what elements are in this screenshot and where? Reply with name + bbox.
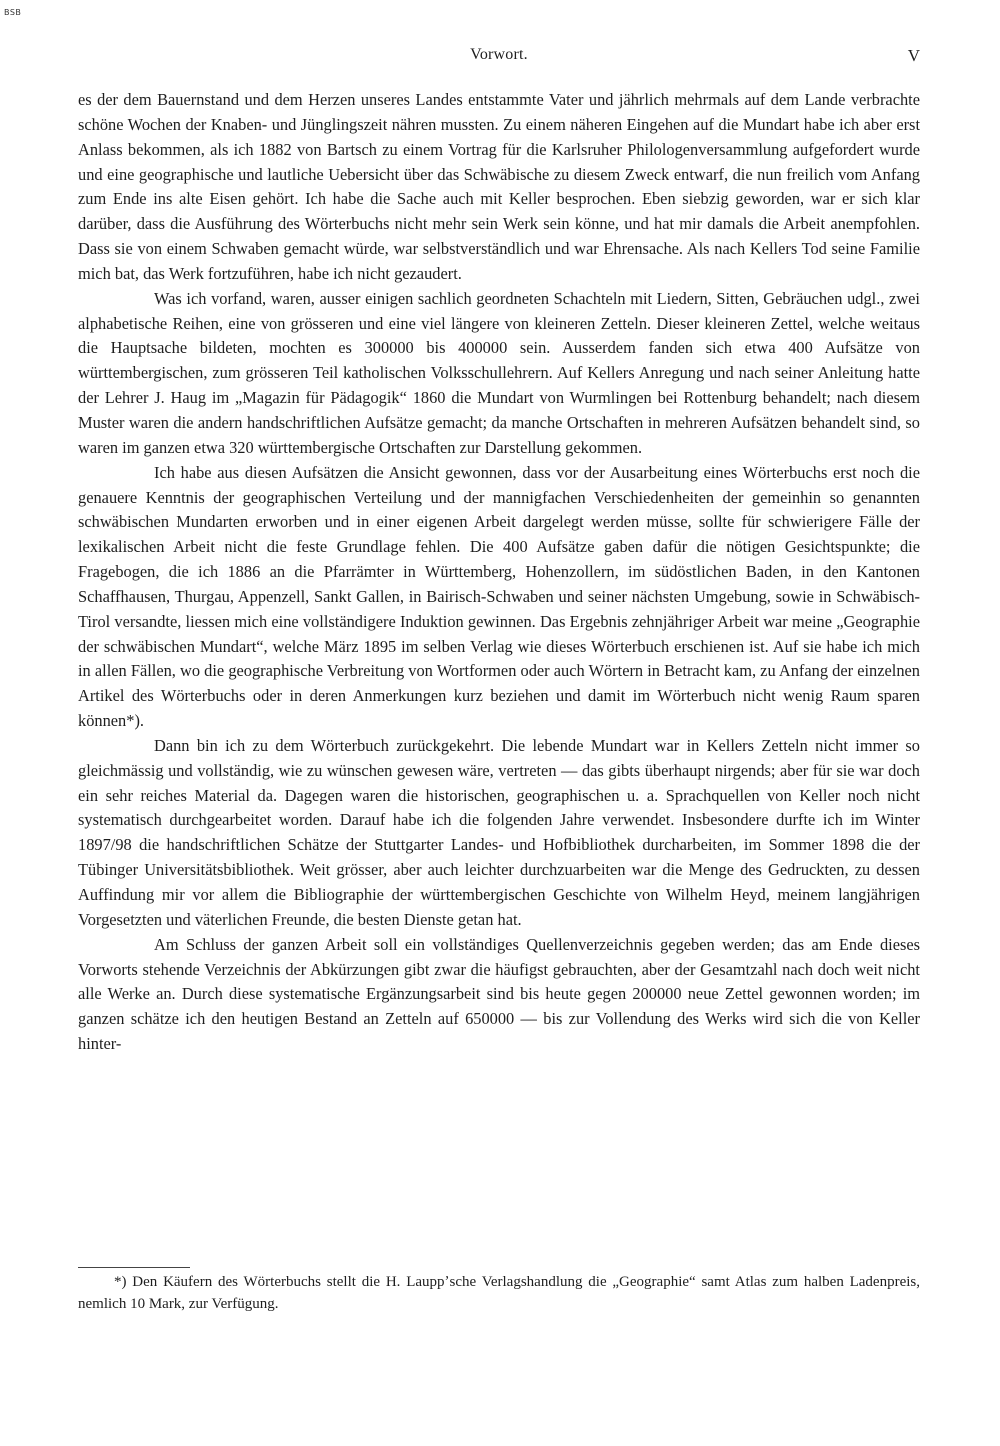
library-stamp: BSB <box>4 8 22 17</box>
paragraph: Am Schluss der ganzen Arbeit soll ein vollständiges Quellenverzeichnis gegeben werden; das am Ende dieses Vorworts stehende Verzeichnis der Abkürzungen gibt zwar die häufigst gebrauchten, aber der Gesamtzahl nach doch weit nicht alle Werke an. Durch diese systematische Ergänzungsarbeit sind bis heute gegen 200000 neue Zettel gewonnen worden; im ganzen schätze ich den heutigen Bestand an Zetteln auf 650000 — bis zur Vollendung des Werks wird sich die von Keller hinter- <box>78 934 920 1054</box>
paragraph: Was ich vorfand, waren, ausser einigen sachlich geordneten Schachteln mit Liedern, Sitten, Gebräuchen udgl., zwei alphabetische Reihen, eine von grösseren und eine viel längere von kleineren Zetteln. Dieser kleineren Zettel, welche weitaus die Hauptsache bildeten, mochten es 300000 bis 400000 sein. Ausserdem fanden sich etwa 400 Aufsätze von württembergischen, zum grösseren Teil katholischen Volksschullehrern. Auf Kellers Anregung und nach seiner Anleitung hatte der Lehrer J. Haug im „Magazin für Pädagogik“ 1860 die Mundart von Wurmlingen bei Rottenburg behandelt; nach diesem Muster waren die andern handschriftlichen Aufsätze gemacht; da manche Ortschaften in mehreren Aufsätzen behandelt sind, so waren im ganzen etwa 320 württembergische Ortschaften zur Darstellung gekommen. <box>78 288 920 457</box>
body-text <box>78 88 920 1057</box>
footnote-divider <box>78 1267 190 1268</box>
paragraph: Dann bin ich zu dem Wörterbuch zurückgekehrt. Die lebende Mundart war in Kellers Zetteln nicht immer so gleichmässig und vollständig, wie zu wünschen gewesen wäre, vertreten — das gibts überhaupt nirgends; aber für sie war doch ein sehr reiches Material da. Dagegen waren die historischen, geographischen u. a. Sprachquellen von Keller noch nicht systematisch durchgearbeitet worden. Darauf habe ich die folgenden Jahre verwendet. Insbesondere durfte ich im Winter 1897/98 die handschriftlichen Schätze der Stuttgarter Landes- und Hofbibliothek durcharbeiten, im Sommer 1898 die der Tübinger Universitätsbibliothek. Weit grösser, aber auch leichter durchzuarbeiten war die Menge des Gedruckten, zu dessen Auffindung mir vor allem die Bibliographie der württembergischen Geschichte von Wilhelm Heyd, meinem langjährigen Vorgesetzten und väterlichen Freunde, die besten Dienste getan hat. <box>78 735 920 929</box>
page-number: V <box>907 46 920 65</box>
paragraph: Ich habe aus diesen Aufsätzen die Ansicht gewonnen, dass vor der Ausarbeitung eines Wörterbuchs erst noch die genauere Kenntnis der geographischen Verteilung und der mannigfachen Verschiedenheiten der gemeinhin so genannten schwäbischen Mundarten erworben und in einer eigenen Arbeit dargelegt werden müsse, sollte für schwierigere Fälle der lexikalischen Arbeit nicht die feste Grundlage fehlen. Die 400 Aufsätze gaben dafür die nötigen Gesichtspunkte; die Fragebogen, die ich 1886 an die Pfarrämter in Württemberg, Hohenzollern, im südöstlichen Baden, in den Kantonen Schaffhausen, Thurgau, Appenzell, Sankt Gallen, in Bairisch-Schwaben und seiner nächsten Umgebung, sowie in Schwäbisch-Tirol versandte, liessen mich eine vollständigere Induktion gewinnen. Das Ergebnis zehnjähriger Arbeit war meine „Geographie der schwäbischen Mundart“, welche März 1895 im selben Verlag wie dieses Wörterbuch erschienen ist. Auf sie habe ich mich in allen Fällen, wo die geographische Verbreitung von Wortformen oder auch Wörtern in Betracht kam, zu Anfang der einzelnen Artikel des Wörterbuchs oder in deren Anmerkungen kurz beziehen und damit im Wörterbuch nicht wenig Raum sparen können*). <box>78 462 920 731</box>
footnote: *) Den Käufern des Wörterbuchs stellt die H. Lauppʼsche Verlagshandlung die „Geographie“ samt Atlas zum halben Ladenpreis, nemlich 10 Mark, zur Verfügung. <box>78 1274 920 1312</box>
page-header <box>78 46 920 72</box>
running-title: Vorwort. <box>470 46 528 63</box>
paragraph: es der dem Bauernstand und dem Herzen unseres Landes entstammte Vater und jährlich mehrmals auf dem Lande verbrachte schöne Wochen der Knaben- und Jünglingszeit nähren mussten. Zu einem näheren Eingehen auf die Mundart habe ich aber erst Anlass bekommen, als ich 1882 von Bartsch zu einem Vortrag für die Karlsruher Philologenversammlung aufgefordert wurde und eine geographische und lautliche Uebersicht über das Schwäbische zu diesem Zweck entwarf, die nun freilich vom Anfang zum Ende ins alte Eisen gehört. Ich habe die Sache auch mit Keller besprochen. Eben siebzig geworden, war er sich klar darüber, dass die Ausführung des Wörterbuchs nicht mehr sein Werk sein könne, und hat mir damals die Arbeit anempfohlen. Dass sie von einem Schwaben gemacht würde, war selbstverständlich und war Ehrensache. Als nach Kellers Tod seine Familie mich bat, das Werk fortzuführen, habe ich nicht gezaudert. <box>78 90 920 283</box>
